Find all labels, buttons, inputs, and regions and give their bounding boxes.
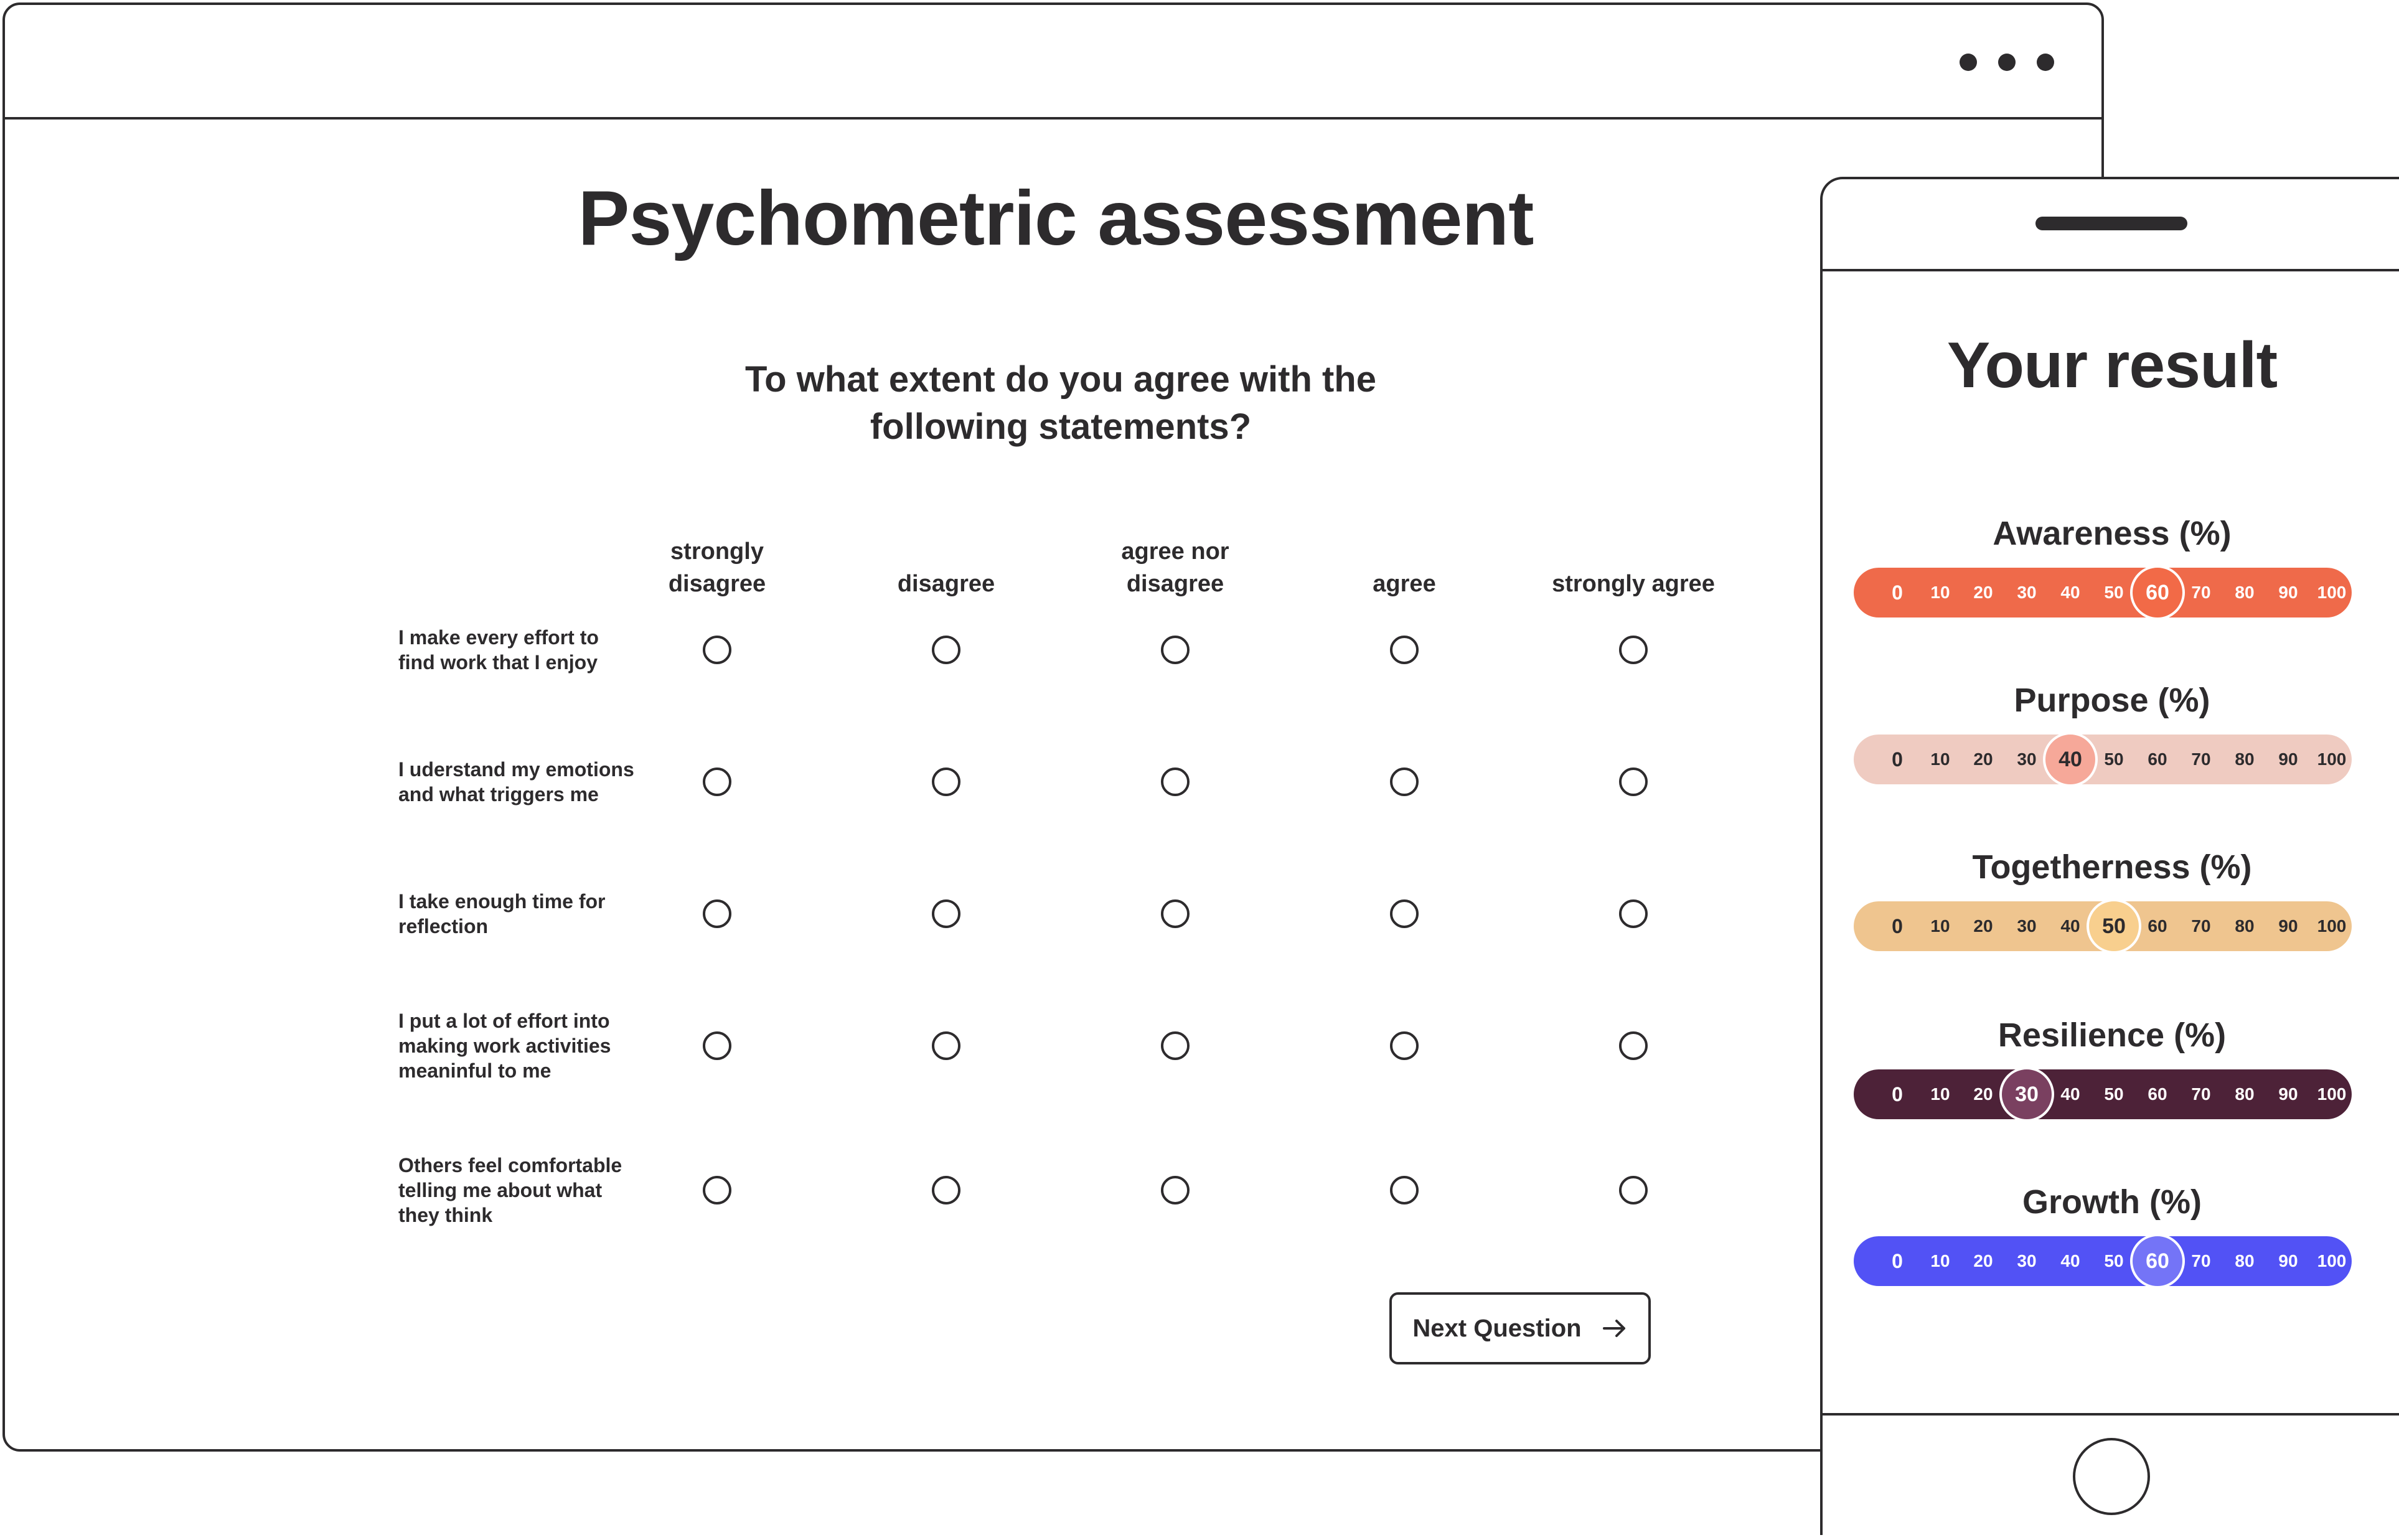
radio-option[interactable]: [1390, 899, 1419, 928]
slider-tick: 90: [2278, 583, 2298, 602]
more-options-icon[interactable]: [1960, 54, 2054, 71]
slider-tick: 70: [2191, 1251, 2211, 1270]
slider-tick: 20: [1973, 583, 1993, 602]
metric-label: Resilience (%): [1998, 1016, 2227, 1054]
slider-tick: 70: [2191, 916, 2211, 936]
slider-tick: 30: [2017, 583, 2037, 602]
scale-header: agree: [1373, 571, 1436, 597]
slider-handle[interactable]: 40: [2043, 732, 2098, 787]
slider-tick: 100: [2317, 749, 2347, 769]
slider-handle[interactable]: 60: [2130, 1234, 2185, 1289]
scale-header: agree nor disagree: [1121, 538, 1229, 597]
slider-tick: 70: [2191, 1084, 2211, 1104]
page-title: Psychometric assessment: [578, 176, 1534, 261]
browser-window: [2, 2, 2104, 1452]
slider-tick: 30: [2017, 749, 2037, 769]
radio-option[interactable]: [1161, 1031, 1190, 1060]
radio-option[interactable]: [1161, 1176, 1190, 1204]
slider-tick: 100: [2317, 916, 2347, 936]
slider-tick: 0: [1892, 1250, 1903, 1272]
slider-tick: 100: [2317, 583, 2347, 602]
slider-handle[interactable]: 30: [1999, 1067, 2054, 1122]
metric-slider[interactable]: [1854, 568, 2352, 617]
radio-option[interactable]: [932, 899, 960, 928]
scale-header: strongly disagree: [668, 538, 766, 597]
phone-header: [1823, 179, 2399, 271]
slider-tick: 70: [2191, 583, 2211, 602]
radio-option[interactable]: [1390, 636, 1419, 664]
slider-tick: 10: [1930, 916, 1950, 936]
slider-tick: 40: [2060, 583, 2080, 602]
radio-option[interactable]: [1619, 768, 1648, 796]
slider-tick: 90: [2278, 1251, 2298, 1270]
speaker-icon: [2035, 217, 2187, 230]
slider-tick: 60: [2148, 1084, 2167, 1104]
slider-tick: 30: [2017, 1251, 2037, 1270]
radio-option[interactable]: [1619, 1031, 1648, 1060]
phone-frame: [1820, 177, 2399, 1535]
slider-tick: 50: [2104, 1084, 2124, 1104]
radio-option[interactable]: [932, 1031, 960, 1060]
scale-header: strongly agree: [1552, 571, 1715, 597]
slider-tick: 80: [2235, 1251, 2255, 1270]
radio-option[interactable]: [932, 768, 960, 796]
slider-tick: 100: [2317, 1084, 2347, 1104]
slider-tick: 90: [2278, 749, 2298, 769]
slider-tick: 0: [1892, 1083, 1903, 1106]
metric-slider[interactable]: [1854, 1236, 2352, 1286]
slider-tick: 10: [1930, 1251, 1950, 1270]
radio-option[interactable]: [1619, 636, 1648, 664]
radio-option[interactable]: [932, 1176, 960, 1204]
metric-slider[interactable]: [1854, 901, 2352, 951]
slider-tick: 10: [1930, 583, 1950, 602]
phone-footer: [1823, 1413, 2399, 1540]
statement-text: Others feel comfortable telling me about what they think: [398, 1154, 622, 1226]
home-button[interactable]: [2073, 1438, 2150, 1515]
radio-option[interactable]: [703, 1031, 731, 1060]
slider-tick: 50: [2104, 749, 2124, 769]
slider-tick: 40: [2060, 1084, 2080, 1104]
radio-option[interactable]: [1619, 1176, 1648, 1204]
radio-option[interactable]: [1161, 899, 1190, 928]
slider-tick: 100: [2317, 1251, 2347, 1270]
slider-tick: 10: [1930, 1084, 1950, 1104]
slider-tick: 10: [1930, 749, 1950, 769]
scale-header: disagree: [897, 571, 995, 597]
slider-handle[interactable]: 50: [2087, 899, 2141, 954]
question-text: To what extent do you agree with the following statements?: [744, 359, 1376, 447]
browser-toolbar: [5, 5, 2101, 120]
radio-option[interactable]: [932, 636, 960, 664]
slider-tick: 80: [2235, 749, 2255, 769]
radio-option[interactable]: [703, 899, 731, 928]
slider-tick: 40: [2060, 1251, 2080, 1270]
slider-tick: 90: [2278, 916, 2298, 936]
metric-label: Growth (%): [2022, 1183, 2202, 1221]
arrow-right-icon: [1603, 1318, 1628, 1338]
slider-tick: 40: [2060, 916, 2080, 936]
result-title: Your result: [1946, 329, 2278, 401]
dot: [1960, 54, 1977, 71]
slider-tick: 60: [2148, 916, 2167, 936]
radio-option[interactable]: [703, 636, 731, 664]
slider-tick: 30: [2017, 916, 2037, 936]
slider-tick: 20: [1973, 749, 1993, 769]
slider-handle[interactable]: 60: [2130, 565, 2185, 620]
radio-option[interactable]: [1390, 1031, 1419, 1060]
next-question-button[interactable]: [1389, 1292, 1651, 1364]
next-question-label: Next Question: [1412, 1314, 1582, 1342]
slider-tick: 50: [2104, 1251, 2124, 1270]
statement-text: I make every effort to find work that I enjoy: [398, 626, 599, 674]
slider-tick: 80: [2235, 1084, 2255, 1104]
radio-option[interactable]: [1390, 768, 1419, 796]
metric-label: Togetherness (%): [1972, 848, 2252, 886]
slider-tick: 20: [1973, 916, 1993, 936]
radio-option[interactable]: [703, 768, 731, 796]
slider-tick: 20: [1973, 1084, 1993, 1104]
slider-tick: 70: [2191, 749, 2211, 769]
statement-text: I uderstand my emotions and what triggers me: [398, 758, 634, 805]
radio-option[interactable]: [1619, 899, 1648, 928]
metric-label: Purpose (%): [2014, 682, 2210, 719]
dot: [2037, 54, 2054, 71]
statement-text: I take enough time for reflection: [398, 890, 606, 937]
slider-tick: 20: [1973, 1251, 1993, 1270]
slider-tick: 50: [2104, 583, 2124, 602]
slider-tick: 60: [2148, 749, 2167, 769]
radio-option[interactable]: [703, 1176, 731, 1204]
metric-slider[interactable]: [1854, 735, 2352, 784]
slider-tick: 80: [2235, 583, 2255, 602]
radio-option[interactable]: [1390, 1176, 1419, 1204]
radio-option[interactable]: [1161, 636, 1190, 664]
metric-slider[interactable]: [1854, 1069, 2352, 1119]
slider-tick: 0: [1892, 748, 1903, 771]
slider-tick: 0: [1892, 581, 1903, 604]
radio-option[interactable]: [1161, 768, 1190, 796]
slider-tick: 0: [1892, 915, 1903, 937]
statement-text: I put a lot of effort into making work activities meaninful to me: [398, 1010, 611, 1082]
metric-label: Awareness (%): [1993, 515, 2232, 552]
slider-tick: 80: [2235, 916, 2255, 936]
slider-tick: 90: [2278, 1084, 2298, 1104]
dot: [1998, 54, 2016, 71]
